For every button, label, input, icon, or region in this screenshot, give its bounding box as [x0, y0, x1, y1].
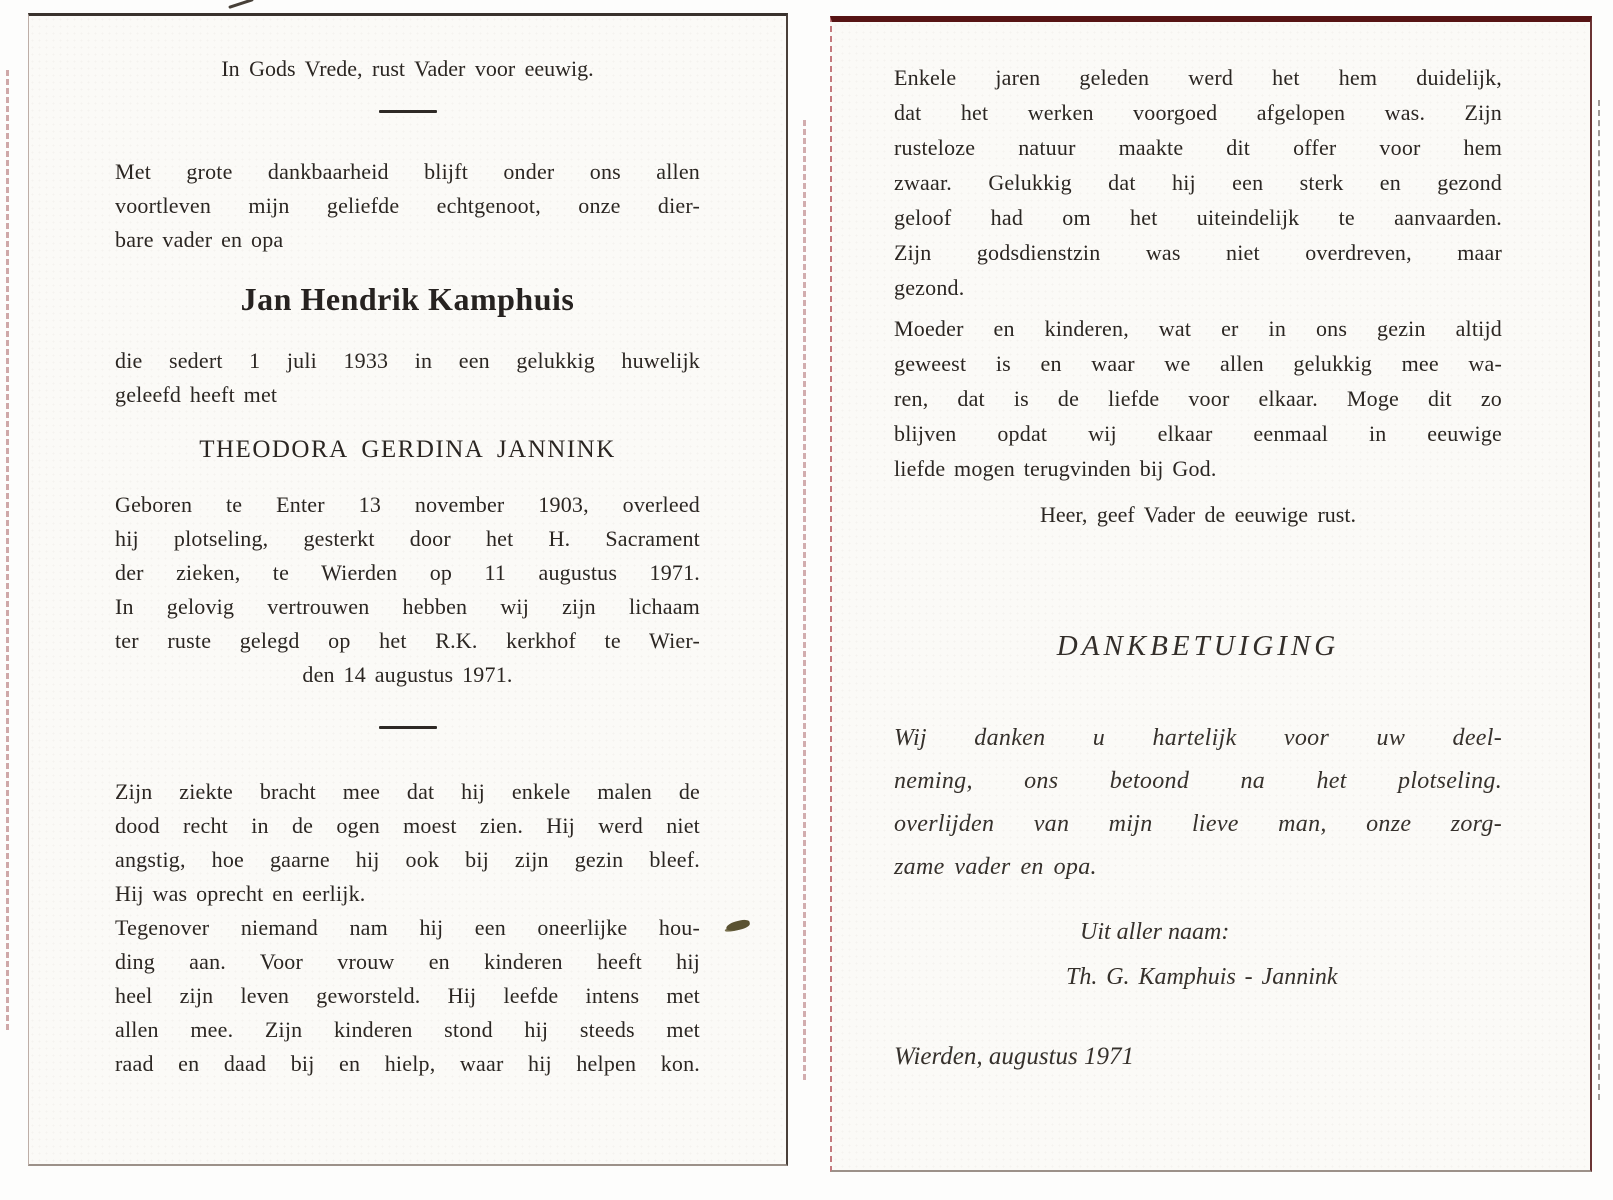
left-page: [28, 13, 788, 1166]
thanks-heading: DANKBETUIGING: [1056, 630, 1340, 662]
prayer-line: Heer, geef Vader de eeuwige rust.: [1040, 502, 1356, 527]
family-paragraph: Moeder en kinderen, wat er in ons gezin altijd geweest is en waar we allen gelukkig mee wa- ren, dat is de liefde voor elkaar. Moge dit zo blijven opdat wij elkaar eenmaal in eeuwige liefde mogen terugvinden bij God.: [894, 316, 1502, 481]
spouse-name: THEODORA GERDINA JANNINK: [199, 436, 616, 463]
opening-line: In Gods Vrede, rust Vader voor eeuwig.: [221, 56, 594, 81]
thanks-paragraph: Wij danken u hartelijk voor uw deel- neming, ons betoond na het plotseling. overlijden van mijn lieve man, onze zorg- zame vader en opa.: [894, 725, 1502, 880]
section-divider: [379, 110, 437, 113]
signature-name: Th. G. Kamphuis - Jannink: [1066, 964, 1338, 990]
deceased-name-heading: Jan Hendrik Kamphuis: [240, 281, 575, 317]
retirement-paragraph: Enkele jaren geleden werd het hem duidelijk, dat het werken voorgoed afgelopen was. Zijn rusteloze natuur maakte dit offer voor hem zwaar. Gelukkig dat hij een sterk en gezond geloof had om het uiteindelijk te aanvaarden. Zijn godsdienstzin was niet overdreven, maar gezond.: [894, 65, 1502, 300]
intro-paragraph: Met grote dankbaarheid blijft onder ons allen voortleven mijn geliefde echtgenoot, onze dier- bare vader en opa: [115, 159, 700, 252]
section-divider: [379, 726, 437, 729]
marriage-paragraph: die sedert 1 juli 1933 in een gelukkig huwelijk geleefd heeft met: [115, 348, 700, 407]
signature-intro: Uit aller naam:: [1080, 919, 1230, 945]
scan-pen-mark: [228, 0, 254, 9]
scan-noise-left-edge: [6, 70, 9, 1030]
scan-noise-right-edge: [1598, 100, 1600, 1100]
illness-paragraph: Zijn ziekte bracht mee dat hij enkele malen de dood recht in de ogen moest zien. Hij werd niet angstig, hoe gaarne hij ook bij zijn gezin bleef. Hij was oprecht en eerlijk.: [115, 779, 700, 906]
character-paragraph: Tegenover niemand nam hij een oneerlijke hou- ding aan. Voor vrouw en kinderen heeft hij heel zijn leven geworsteld. Hij leefde intens met allen mee. Zijn kinderen stond hij steeds met raad en daad bij en hielp, waar hij helpen kon.: [115, 915, 700, 1076]
life-dates-paragraph: Geboren te Enter 13 november 1903, overleed hij plotseling, gesterkt door het H. Sacrament der zieken, te Wierden op 11 augustus 1971. In gelovig vertrouwen hebben wij zijn lichaam ter ruste gelegd op het R.K. kerkhof te Wier- den 14 augustus 1971.: [115, 492, 700, 687]
right-page: [830, 16, 1592, 1172]
place-date-line: Wierden, augustus 1971: [894, 1043, 1135, 1070]
scan-noise-center-gap: [803, 120, 806, 1080]
